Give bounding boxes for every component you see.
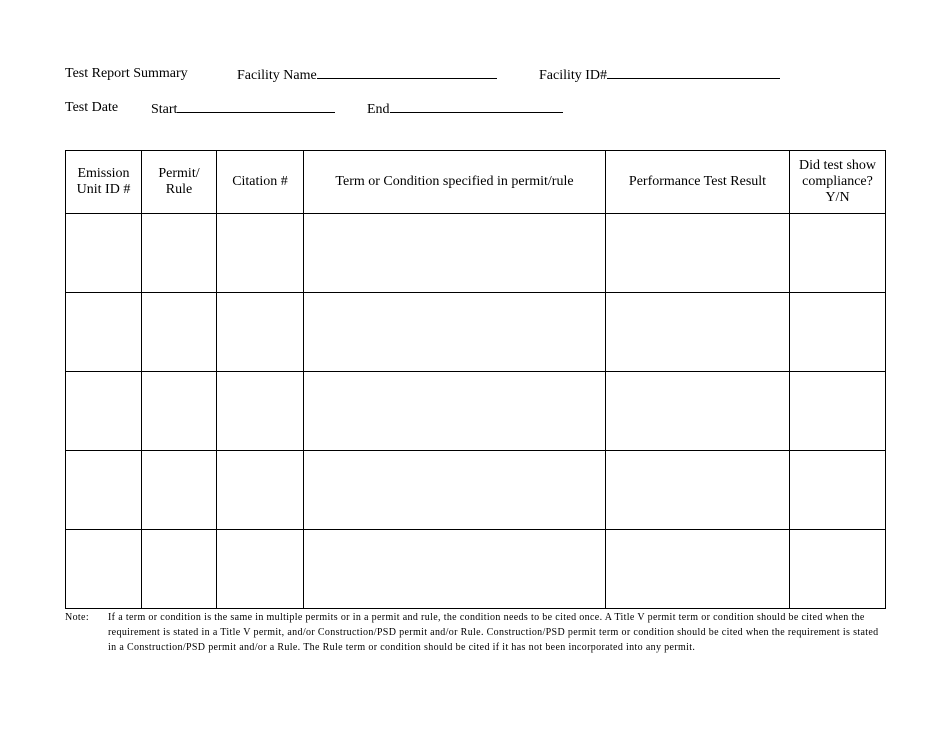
note-label: Note: [65, 612, 89, 623]
compliance-cell[interactable] [790, 214, 886, 293]
end-date-field [367, 100, 563, 118]
start-date-input[interactable] [177, 100, 335, 113]
facility-name-field [237, 66, 497, 84]
column-header-label: Term or Condition specified in permit/rule [335, 174, 574, 189]
facility-id-label: Facility ID# [539, 68, 608, 83]
column-header-label: Emission Unit ID # [76, 166, 131, 197]
column-header-label: Permit/ Rule [158, 166, 200, 197]
term-condition-cell[interactable] [304, 451, 606, 530]
term-condition-cell[interactable] [304, 293, 606, 372]
citation-cell[interactable] [217, 372, 304, 451]
start-date-field [151, 100, 335, 118]
start-label: Start [151, 102, 178, 117]
performance-result-cell[interactable] [606, 530, 790, 609]
emission-unit-id-cell[interactable] [66, 451, 142, 530]
permit-rule-cell[interactable] [142, 214, 217, 293]
citation-cell[interactable] [217, 451, 304, 530]
table-row [66, 214, 886, 293]
performance-result-cell[interactable] [606, 451, 790, 530]
note-text: If a term or condition is the same in multiple permits or in a permit and rule, the condition needs to be cited once. A Title V permit term or condition should be cited when the requirement is stated in a Title V permit, and/or Construction/PSD permit and/or Rule. Construction/PSD permit term or condition should be cited when the requirement is stated in a Construction/PSD permit and/or a Rule. The Rule term or condition should be cited if it has not been incorporated into any permit. [108, 612, 879, 653]
emission-unit-id-cell[interactable] [66, 372, 142, 451]
table-row [66, 372, 886, 451]
emission-unit-id-cell[interactable] [66, 530, 142, 609]
performance-result-cell[interactable] [606, 214, 790, 293]
emission-unit-id-cell[interactable] [66, 214, 142, 293]
compliance-cell[interactable] [790, 530, 886, 609]
table-row [66, 530, 886, 609]
facility-id-input[interactable] [607, 66, 780, 79]
column-header-emission-unit-id [66, 151, 142, 214]
column-header-performance-result [606, 151, 790, 214]
footnote [65, 610, 880, 655]
compliance-cell[interactable] [790, 372, 886, 451]
performance-result-cell[interactable] [606, 293, 790, 372]
end-label: End [367, 102, 390, 117]
citation-cell[interactable] [217, 214, 304, 293]
table-row [66, 293, 886, 372]
performance-result-cell[interactable] [606, 372, 790, 451]
column-header-label: Citation # [232, 174, 288, 189]
table-header-row [66, 151, 886, 214]
compliance-cell[interactable] [790, 451, 886, 530]
term-condition-cell[interactable] [304, 530, 606, 609]
term-condition-cell[interactable] [304, 214, 606, 293]
emission-unit-id-cell[interactable] [66, 293, 142, 372]
column-header-label: Did test show compliance? Y/N [799, 158, 876, 205]
facility-name-label: Facility Name [237, 68, 317, 83]
citation-cell[interactable] [217, 293, 304, 372]
test-summary-table [65, 150, 886, 609]
permit-rule-cell[interactable] [142, 372, 217, 451]
column-header-permit-rule [142, 151, 217, 214]
test-date-label: Test Date [65, 100, 119, 115]
column-header-label: Performance Test Result [628, 174, 767, 189]
term-condition-cell[interactable] [304, 372, 606, 451]
column-header-citation [217, 151, 304, 214]
table-row [66, 451, 886, 530]
citation-cell[interactable] [217, 530, 304, 609]
end-date-input[interactable] [390, 100, 563, 113]
column-header-compliance [790, 151, 886, 214]
facility-name-input[interactable] [317, 66, 497, 79]
compliance-cell[interactable] [790, 293, 886, 372]
column-header-term-condition [304, 151, 606, 214]
permit-rule-cell[interactable] [142, 293, 217, 372]
report-title: Test Report Summary [65, 66, 188, 81]
permit-rule-cell[interactable] [142, 451, 217, 530]
facility-id-field [539, 66, 780, 84]
permit-rule-cell[interactable] [142, 530, 217, 609]
